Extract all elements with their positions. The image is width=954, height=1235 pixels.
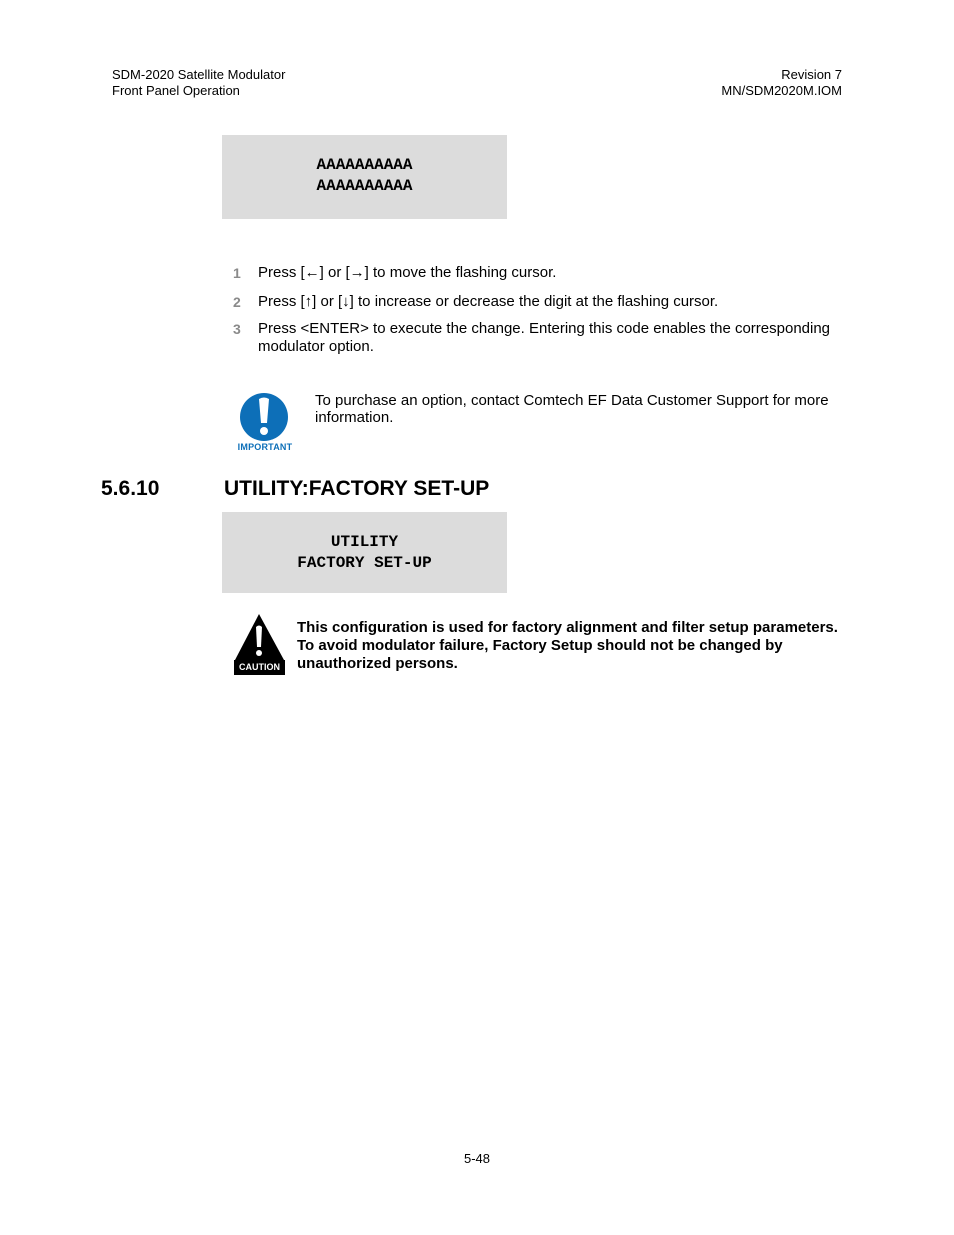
front-panel-display-factory-setup — [222, 512, 507, 593]
display-line-1: UTILITY — [330, 533, 399, 551]
warning-triangle-icon — [234, 613, 286, 661]
display-line-2: AAAAAAAAAA — [316, 177, 413, 195]
header-doc-id: MN/SDM2020M.IOM — [721, 83, 842, 98]
step-number: 1 — [233, 265, 241, 281]
exclamation-icon — [240, 393, 288, 441]
display-line-1: AAAAAAAAAA — [316, 156, 413, 174]
caution-label: CAUTION — [234, 660, 285, 675]
front-panel-display-code — [222, 135, 507, 219]
section-number: 5.6.10 — [101, 477, 160, 500]
step-3 — [230, 320, 870, 356]
header-revision: Revision 7 — [781, 67, 842, 82]
step-1 — [230, 264, 870, 282]
header-product: SDM-2020 Satellite Modulator — [112, 67, 286, 82]
display-line-2: FACTORY SET-UP — [297, 554, 432, 572]
section-title: UTILITY:FACTORY SET-UP — [224, 477, 490, 500]
step-text: Press <ENTER> to execute the change. Entering this code enables the corresponding modulator option. — [258, 320, 831, 355]
header-right — [721, 67, 842, 99]
step-number: 3 — [233, 321, 241, 337]
important-circle — [240, 393, 288, 441]
caution-icon — [234, 613, 286, 677]
header-chapter: Front Panel Operation — [112, 83, 240, 98]
step-text: Press [←] or [→] to move the flashing cursor. — [258, 264, 557, 281]
page-number: 5-48 — [463, 1151, 491, 1166]
step-text: Press [↑] or [↓] to increase or decrease the digit at the flashing cursor. — [258, 293, 719, 310]
important-icon — [233, 393, 299, 455]
step-number: 2 — [233, 294, 241, 310]
header-left — [112, 67, 285, 99]
step-2 — [230, 293, 870, 311]
important-label: IMPORTANT — [237, 442, 293, 452]
caution-note-text: This configuration is used for factory alignment and filter setup parameters. To avoid modulator failure, Factory Setup should not be changed by unauthorized persons. — [297, 619, 838, 672]
procedure-steps — [230, 264, 870, 367]
important-note-text: To purchase an option, contact Comtech EF Data Customer Support for more information. — [315, 392, 829, 426]
